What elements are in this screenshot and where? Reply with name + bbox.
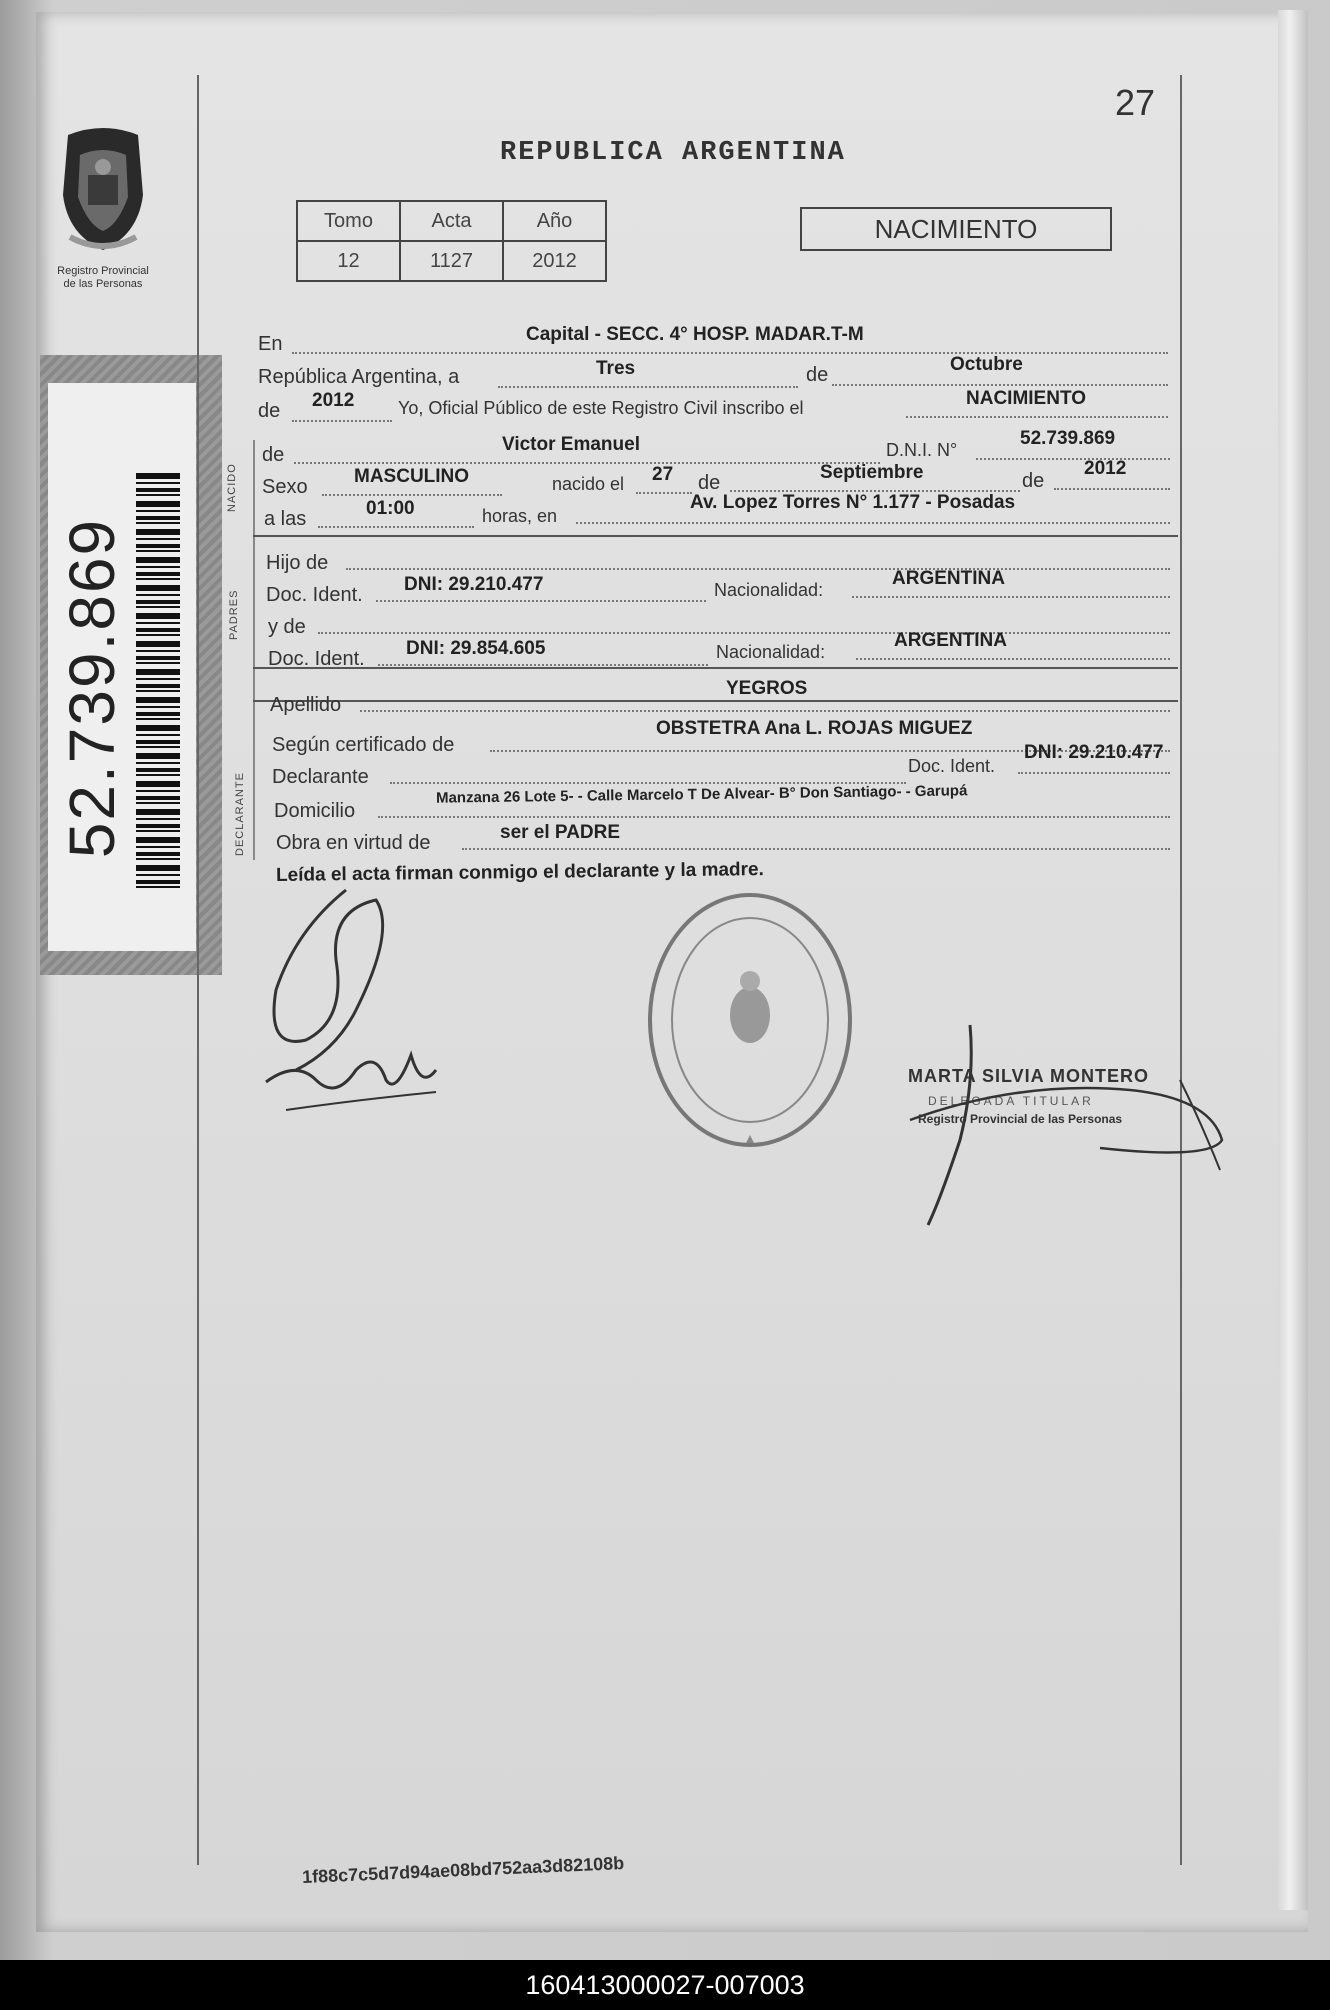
right-margin-line (1180, 75, 1182, 1865)
year-dots (292, 420, 392, 422)
declarante-side-label: DECLARANTE (234, 772, 246, 856)
apellido-bottom-rule (253, 700, 1178, 702)
en-label: En (258, 333, 283, 355)
seal-caption-line1: Registro Provincial (57, 265, 149, 277)
nacido-de-label: de (262, 444, 285, 466)
certificado-value: OBSTETRA Ana L. ROJAS MIGUEZ (656, 718, 973, 739)
inscribo-value: NACIMIENTO (966, 388, 1086, 409)
birth-hour: 01:00 (366, 498, 415, 519)
footer-code: 160413000027-007003 (0, 1960, 1330, 2010)
ano-header: Año (503, 201, 606, 241)
birth-de-label: de (698, 472, 721, 494)
a-las-label: a las (264, 508, 307, 530)
official-office: Registro Provincial de las Personas (918, 1112, 1123, 1126)
declarant-signature (236, 870, 456, 1130)
birth-month: Septiembre (820, 462, 924, 483)
section-divider (253, 440, 255, 860)
document-hash: 1f88c7c5d7d94ae08bd752aa3d82108b (301, 1852, 625, 1888)
declarante-label: Declarante (272, 766, 369, 788)
day-value: Tres (596, 358, 636, 379)
inscribo-label: Yo, Oficial Público de este Registro Civil inscribo el (398, 398, 804, 418)
y-de-label: y de (268, 616, 306, 638)
barcode-icon (136, 473, 180, 893)
doc1-dots (376, 600, 706, 602)
doc1-label: Doc. Ident. (266, 584, 363, 606)
horas-en-label: horas, en (482, 506, 558, 526)
provincial-registry-seal (38, 125, 168, 300)
father-nationality: ARGENTINA (892, 568, 1005, 589)
sexo-dots (322, 494, 502, 496)
page-number: 27 (1115, 82, 1156, 123)
mother-dni: DNI: 29.854.605 (406, 638, 546, 659)
page-edge (1278, 10, 1308, 1910)
domicilio-label: Domicilio (274, 800, 356, 822)
inscribo-dots (906, 416, 1168, 418)
child-name: Victor Emanuel (502, 434, 640, 455)
name-dots (294, 462, 880, 464)
yde-dots (318, 632, 1170, 634)
nac1-dots (852, 596, 1170, 598)
nacido-el-label: nacido el (552, 474, 625, 494)
closing-statement: Leída el acta firman conmigo el declarante y la madre. (275, 859, 764, 886)
page-title: REPUBLICA ARGENTINA (500, 138, 846, 168)
republica-label: República Argentina, a (258, 366, 460, 388)
tomo-value: 12 (297, 241, 400, 281)
dni-dots (976, 458, 1170, 460)
month-dots (832, 384, 1168, 386)
place-dots (576, 522, 1170, 524)
declarante-dni: DNI: 29.210.477 (1024, 742, 1164, 763)
apellido-dots (360, 710, 1170, 712)
coat-of-arms-icon (48, 125, 158, 260)
left-margin-line (197, 75, 199, 1865)
doc2-label: Doc. Ident. (268, 648, 365, 670)
en-value: Capital - SECC. 4° HOSP. MADAR.T-M (526, 324, 864, 345)
doc2-dots (378, 664, 708, 666)
year-de-label: de (258, 400, 281, 422)
obra-label: Obra en virtud de (276, 832, 431, 854)
month-value: Octubre (950, 354, 1023, 375)
barcode-panel (40, 355, 222, 975)
nacido-side-label: NACIDO (226, 463, 238, 512)
official-signature (900, 1020, 1230, 1230)
hour-dots (318, 526, 474, 528)
declarante-doc-dots (1018, 772, 1170, 774)
birth-year: 2012 (1084, 458, 1127, 479)
padres-bottom-rule (253, 667, 1178, 669)
registry-table (296, 200, 607, 282)
certificado-label: Según certificado de (272, 734, 455, 756)
mother-nationality: ARGENTINA (894, 630, 1007, 651)
birth-day-dots (636, 492, 692, 494)
acta-header: Acta (400, 201, 503, 241)
domicilio-dots (378, 816, 1170, 818)
hijo-dots (346, 568, 1170, 570)
obra-dots (462, 848, 1170, 850)
ano-value: 2012 (503, 241, 606, 281)
nac2-label: Nacionalidad: (716, 642, 826, 662)
tomo-header: Tomo (297, 201, 400, 241)
child-dni: 52.739.869 (1020, 428, 1116, 449)
official-name: MARTA SILVIA MONTERO (908, 1066, 1149, 1086)
nac2-dots (856, 658, 1170, 660)
registry-value-row (297, 241, 606, 281)
acta-value: 1127 (400, 241, 503, 281)
dni-label: D.N.I. N° (886, 440, 958, 460)
seal-caption-line2: de las Personas (63, 278, 143, 290)
official-role: DELEGADA TITULAR (928, 1094, 1094, 1108)
obra-value: ser el PADRE (500, 822, 621, 843)
year-value: 2012 (312, 390, 355, 411)
barcode-number: 52.739.869 (56, 517, 128, 859)
sexo-label: Sexo (262, 476, 308, 498)
nac1-label: Nacionalidad: (714, 580, 824, 600)
en-dots (292, 352, 1168, 354)
sexo-value: MASCULINO (354, 466, 470, 487)
apellido-value: YEGROS (726, 678, 808, 699)
padres-side-label: PADRES (228, 589, 240, 640)
registry-stamp (640, 885, 860, 1155)
birth-year-dots (1054, 488, 1170, 490)
barcode-label (48, 383, 196, 951)
hijo-de-label: Hijo de (266, 552, 329, 574)
record-type-box: NACIMIENTO (800, 207, 1112, 251)
nacido-bottom-rule (253, 535, 1178, 537)
birth-day: 27 (652, 464, 674, 485)
domicilio-value: Manzana 26 Lote 5- - Calle Marcelo T De Alvear- B° Don Santiago- - Garupá (435, 782, 968, 807)
birth-de2-label: de (1022, 470, 1045, 492)
day-dots (498, 386, 798, 388)
registry-header-row (297, 201, 606, 241)
father-dni: DNI: 29.210.477 (404, 574, 544, 595)
declarante-doc-label: Doc. Ident. (908, 756, 996, 776)
birth-place: Av. Lopez Torres N° 1.177 - Posadas (690, 492, 1016, 513)
apellido-label: Apellido (270, 694, 342, 716)
month-de-label: de (806, 364, 829, 386)
